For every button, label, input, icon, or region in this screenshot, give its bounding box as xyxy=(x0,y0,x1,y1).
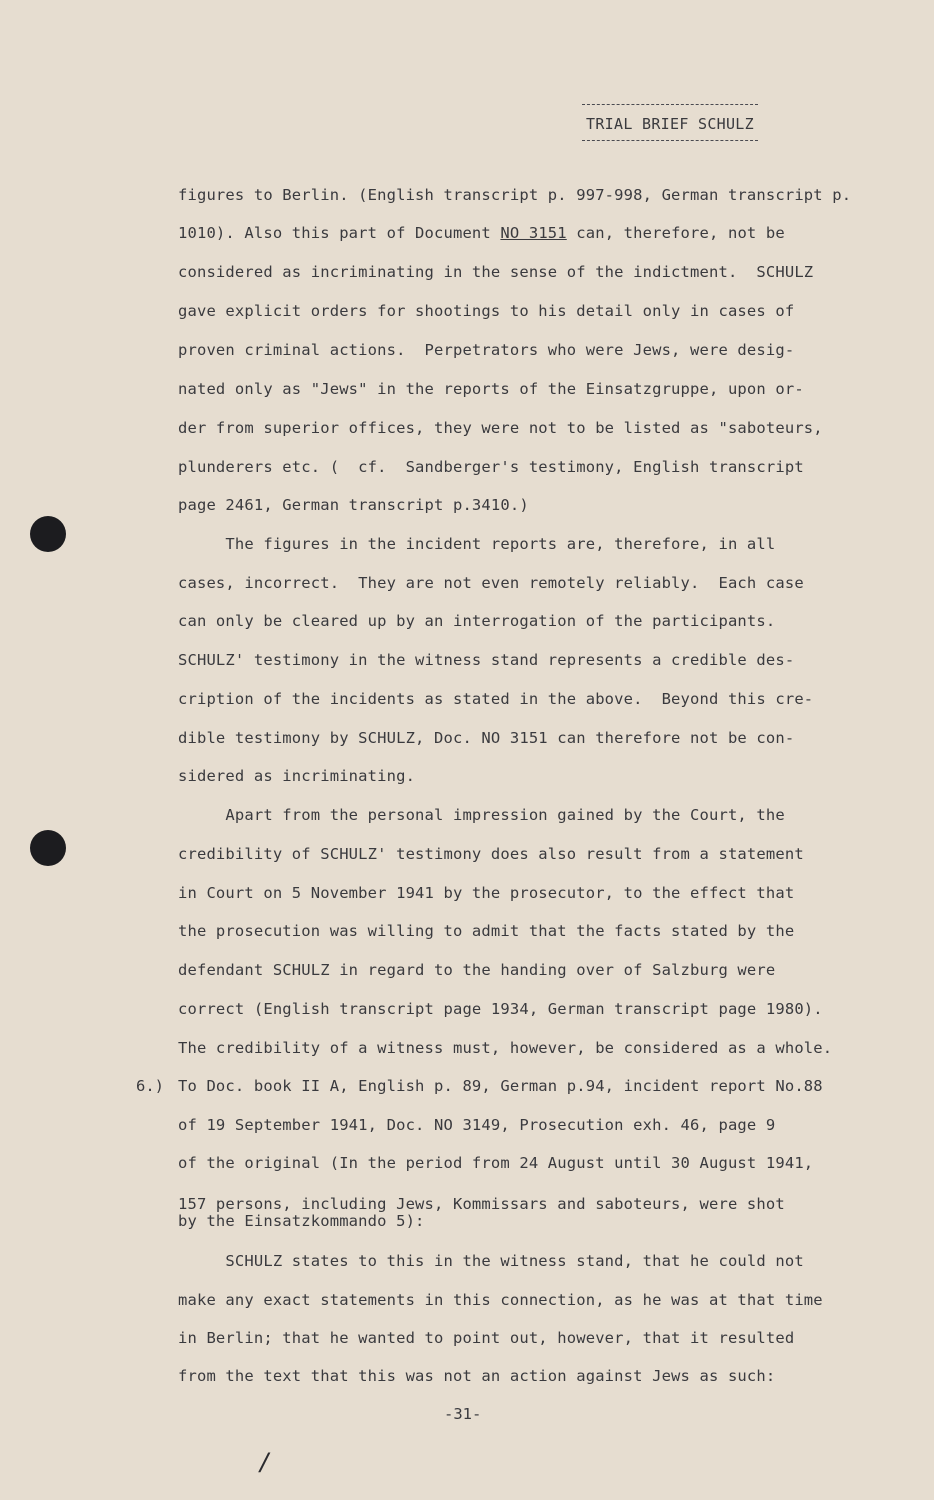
text-line: nated only as "Jews" in the reports of the Einsatzgruppe, upon or- xyxy=(178,380,804,398)
text-line: defendant SCHULZ in regard to the handing over of Salzburg were xyxy=(178,961,776,979)
text-line: proven criminal actions. Perpetrators who were Jews, were desig- xyxy=(178,341,795,359)
punch-hole xyxy=(30,516,66,552)
header-bottom-rule xyxy=(582,140,758,141)
text-line: credibility of SCHULZ' testimony does also result from a statement xyxy=(178,845,804,863)
text-line: To Doc. book II A, English p. 89, German p.94, incident report No.88 xyxy=(178,1077,823,1095)
text-line: correct (English transcript page 1934, German transcript page 1980). xyxy=(178,1000,823,1018)
text-line xyxy=(178,224,785,242)
text-line: gave explicit orders for shootings to his detail only in cases of xyxy=(178,302,795,320)
text-line: can only be cleared up by an interrogation of the participants. xyxy=(178,612,776,630)
text-line: 157 persons, including Jews, Kommissars and saboteurs, were shot xyxy=(178,1195,785,1213)
text-line: cription of the incidents as stated in the above. Beyond this cre- xyxy=(178,690,814,708)
text-line: page 2461, German transcript p.3410.) xyxy=(178,496,529,514)
text-line: from the text that this was not an action against Jews as such: xyxy=(178,1367,776,1385)
text-line: der from superior offices, they were not to be listed as "saboteurs, xyxy=(178,419,823,437)
text-line: considered as incriminating in the sense of the indictment. SCHULZ xyxy=(178,263,814,281)
text-line: of 19 September 1941, Doc. NO 3149, Prosecution exh. 46, page 9 xyxy=(178,1116,776,1134)
text-line: in Court on 5 November 1941 by the prosecutor, to the effect that xyxy=(178,884,795,902)
text-line: plunderers etc. ( cf. Sandberger's testimony, English transcript xyxy=(178,458,804,476)
text-line: dible testimony by SCHULZ, Doc. NO 3151 can therefore not be con- xyxy=(178,729,795,747)
handwritten-mark: / xyxy=(258,1448,273,1476)
text-line: sidered as incriminating. xyxy=(178,767,416,785)
text-line: the prosecution was willing to admit that the facts stated by the xyxy=(178,922,795,940)
text-line: SCHULZ' testimony in the witness stand represents a credible des- xyxy=(178,651,795,669)
page-number: -31- xyxy=(444,1405,482,1423)
text-segment: can, therefore, not be xyxy=(566,224,785,242)
text-line: of the original (In the period from 24 August until 30 August 1941, xyxy=(178,1154,814,1172)
text-line: make any exact statements in this connection, as he was at that time xyxy=(178,1291,823,1309)
text-line: The figures in the incident reports are, therefore, in all xyxy=(178,535,776,553)
text-line: figures to Berlin. (English transcript p. 997-998, German transcript p. xyxy=(178,186,852,204)
page-header xyxy=(582,104,758,141)
text-line: SCHULZ states to this in the witness stand, that he could not xyxy=(178,1252,804,1270)
section-marker: 6.) xyxy=(136,1077,164,1095)
text-line: Apart from the personal impression gained by the Court, the xyxy=(178,806,785,824)
punch-hole xyxy=(30,830,66,866)
text-line: cases, incorrect. They are not even remotely reliably. Each case xyxy=(178,574,804,592)
text-line: in Berlin; that he wanted to point out, however, that it resulted xyxy=(178,1329,795,1347)
text-line: The credibility of a witness must, however, be considered as a whole. xyxy=(178,1039,833,1057)
text-segment: 1010). Also this part of Document xyxy=(178,224,501,242)
document-reference: NO 3151 xyxy=(500,224,567,242)
text-line: by the Einsatzkommando 5): xyxy=(178,1212,425,1230)
header-title: TRIAL BRIEF SCHULZ xyxy=(586,115,754,133)
